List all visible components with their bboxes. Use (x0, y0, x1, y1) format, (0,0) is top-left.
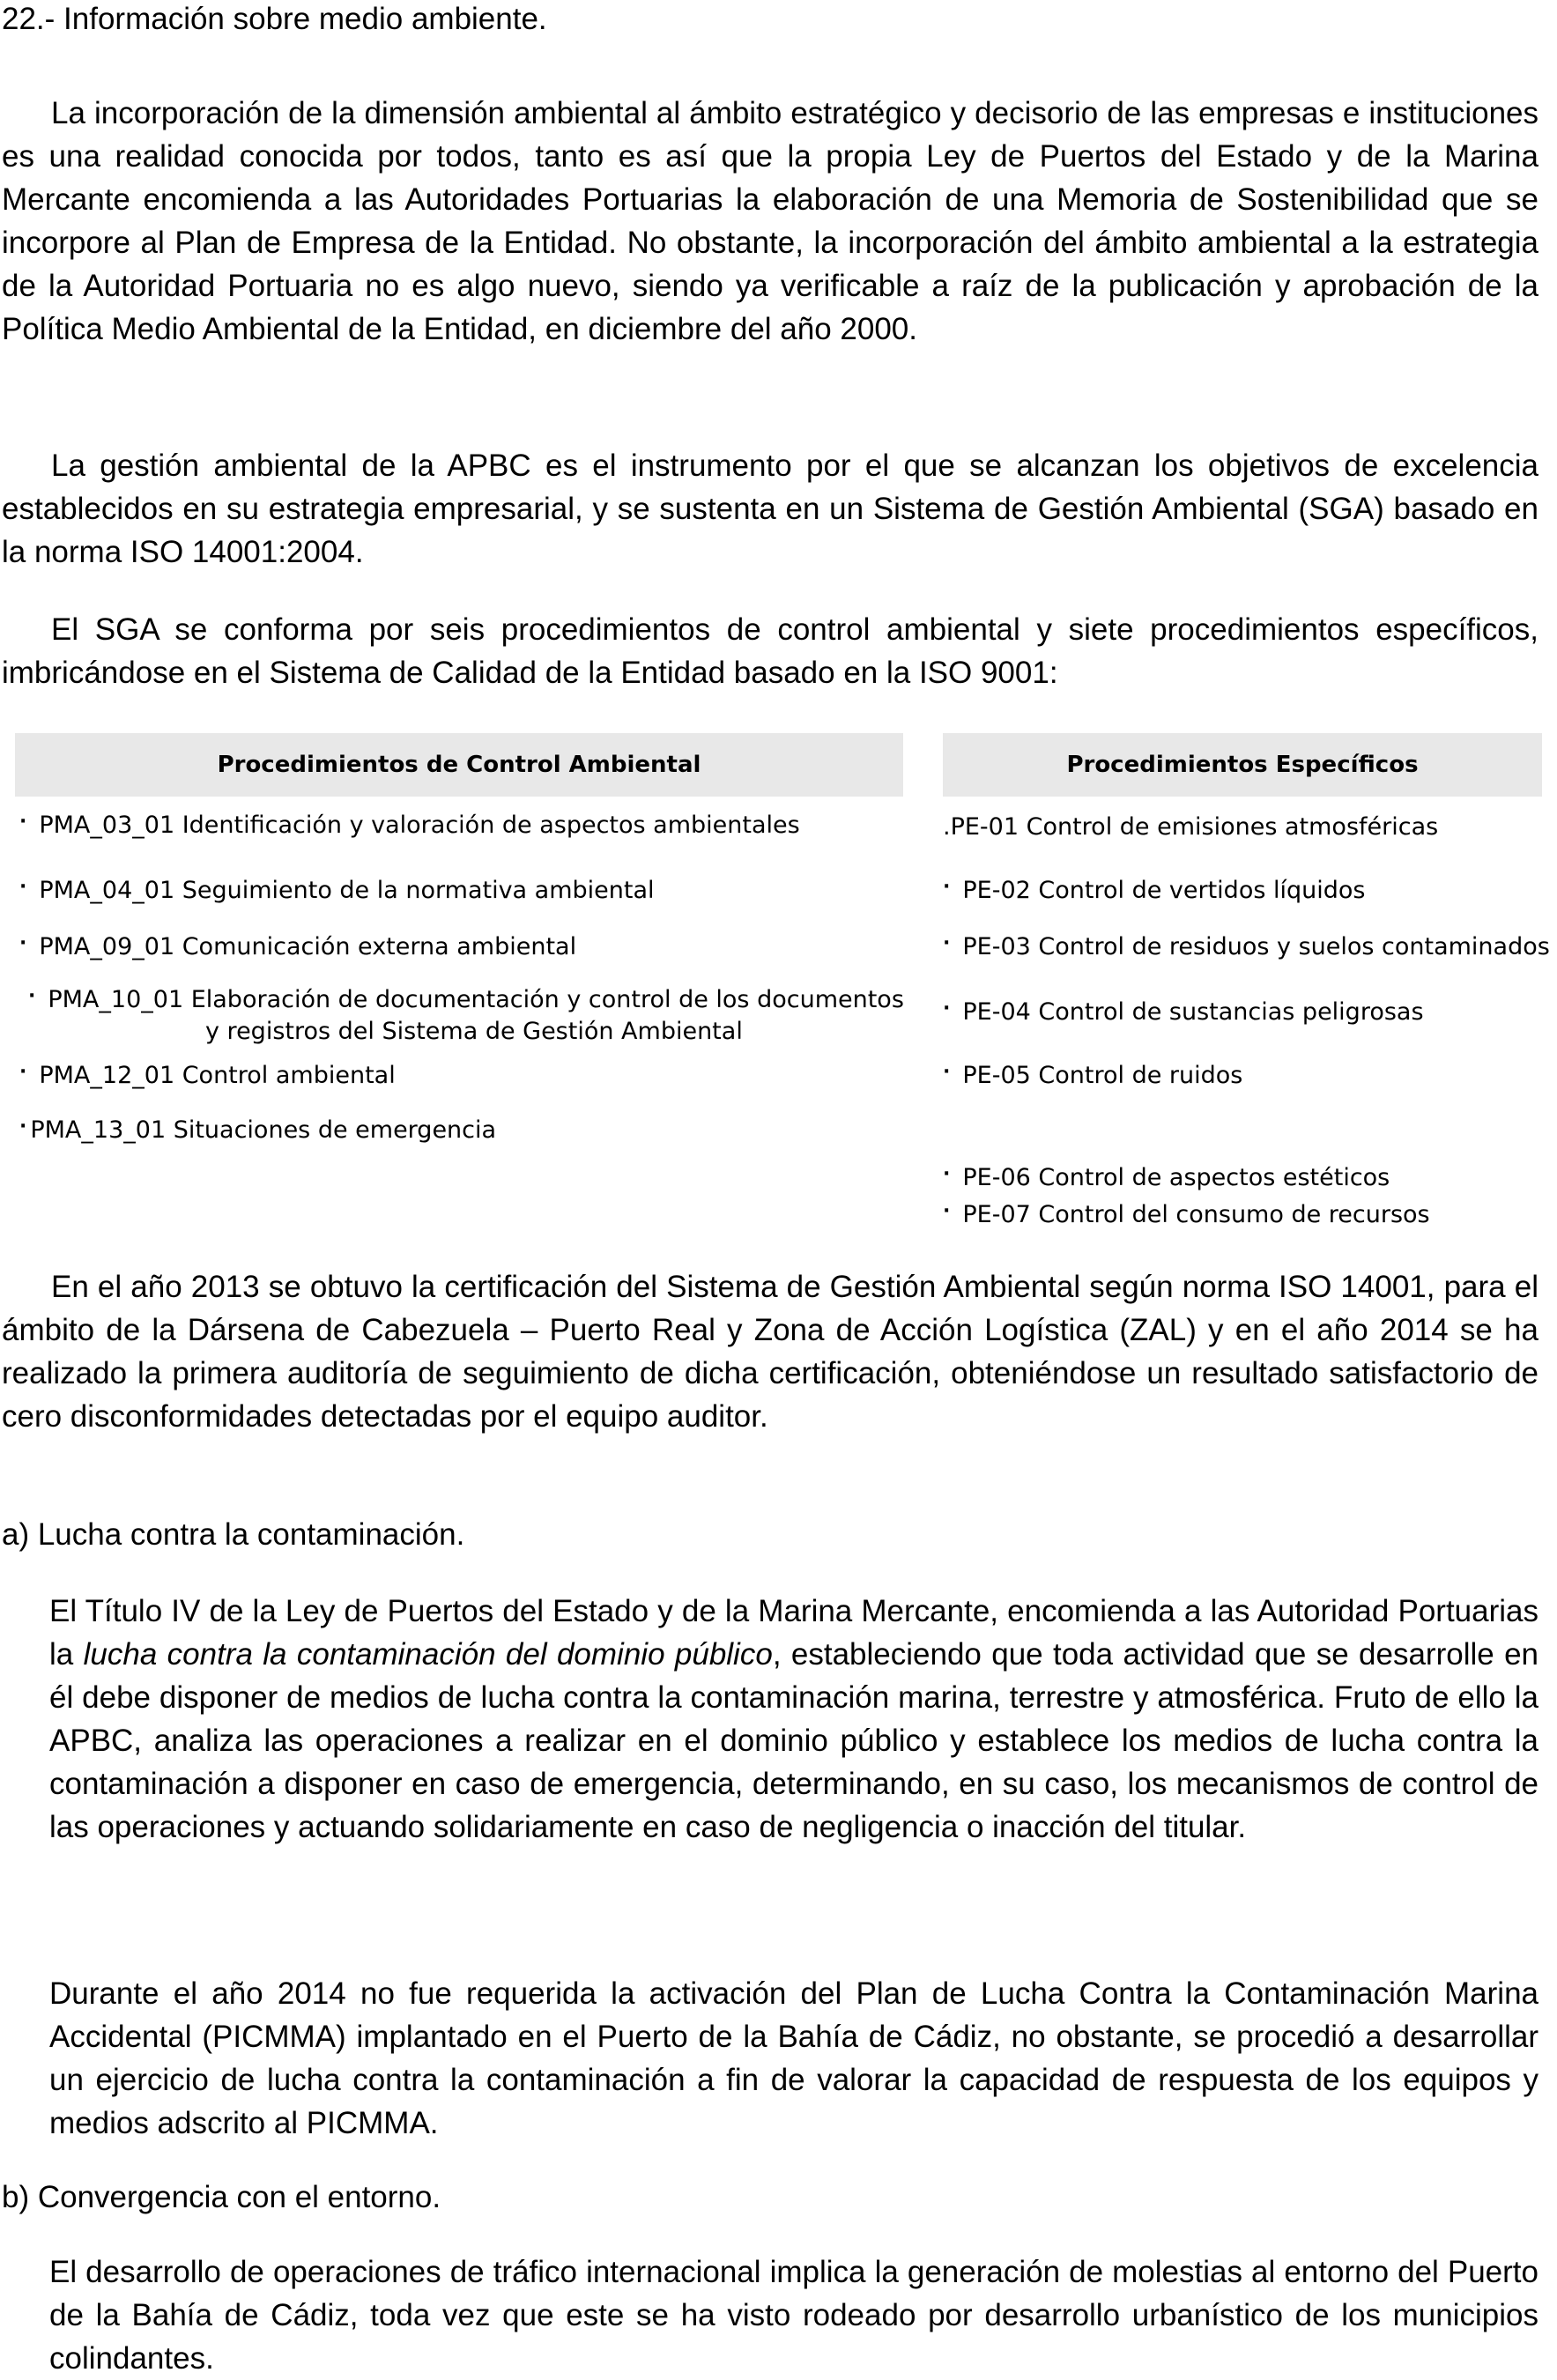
table-row: · PMA_10_01 Elaboración de documentación y control de los documentos y registros del Sistema de Gestión Ambiental (28, 985, 904, 1045)
paragraph-entorno: El desarrollo de operaciones de tráfico internacional implica la generación de molestias al entorno del Puerto de la Bahía de Cádiz, toda vez que este se ha visto rodeado por desarrollo urbanístico de los municipios colindantes. (49, 2255, 1538, 2376)
subheading-convergencia: b) Convergencia con el entorno. (2, 2180, 441, 2214)
paragraph-gestion: La gestión ambiental de la APBC es el instrumento por el que se alcanzan los objetivos de excelencia establecidos en su estrategia empresarial, y se sustenta en un Sistema de Gestión Ambiental (SGA) basado en la norma ISO 14001:2004. (2, 449, 1538, 569)
table-row: · PMA_03_01 Identificación y valoración de aspectos ambientales (19, 811, 800, 839)
paragraph-certificacion: En el año 2013 se obtuvo la certificación del Sistema de Gestión Ambiental según norma ISO 14001, para el ámbito de la Dársena de Cabezuela – Puerto Real y Zona de Acción Logística (ZAL) y en el año 2014 se ha realizado la primera auditoría de seguimiento de dicha certificación, obteniéndose un resultado satisfactorio de cero disconformidades detectadas por el equipo auditor. (2, 1270, 1538, 1434)
table-row: · PMA_12_01 Control ambiental (19, 1061, 396, 1089)
table-row: · PE-03 Control de residuos y suelos contaminados (943, 932, 1550, 960)
paragraph-intro: La incorporación de la dimensión ambiental al ámbito estratégico y decisorio de las empresas e instituciones es una realidad conocida por todos, tanto es así que la propia Ley de Puertos del Estado y de la Marina Mercante encomienda a las Autoridades Portuarias la elaboración de una Memoria de Sostenibilidad que se incorpore al Plan de Empresa de la Entidad. No obstante, la incorporación del ámbito ambiental a la estrategia de la Autoridad Portuaria no es algo nuevo, siendo ya verificable a raíz de la publicación y aprobación de la Política Medio Ambiental de la Entidad, en diciembre del año 2000. (2, 96, 1538, 346)
table-header-especificos: Procedimientos Específicos (943, 733, 1542, 797)
table-header-control: Procedimientos de Control Ambiental (15, 733, 903, 797)
table-row: .PE-01 Control de emisiones atmosféricas (943, 813, 1439, 841)
paragraph-sga: El SGA se conforma por seis procedimientos de control ambiental y siete procedimientos específicos, imbricándose en el Sistema de Calidad de la Entidad basado en la ISO 9001: (2, 612, 1538, 690)
table-row: · PE-02 Control de vertidos líquidos (943, 876, 1366, 904)
table-row: · PE-04 Control de sustancias peligrosas (943, 997, 1424, 1026)
table-row: · PE-05 Control de ruidos (943, 1061, 1243, 1089)
paragraph-picmma: Durante el año 2014 no fue requerida la activación del Plan de Lucha Contra la Contaminación Marina Accidental (PICMMA) implantado en el Puerto de la Bahía de Cádiz, no obstante, se procedió a desarrollar un ejercicio de lucha contra la contaminación a fin de valorar la capacidad de respuesta de los equipos y medios adscrito al PICMMA. (49, 1976, 1538, 2140)
section-heading: 22.- Información sobre medio ambiente. (2, 2, 547, 36)
table-row: · PE-07 Control del consumo de recursos (943, 1200, 1430, 1228)
table-row: · PMA_09_01 Comunicación externa ambiental (19, 932, 577, 960)
table-row: · PMA_04_01 Seguimiento de la normativa ambiental (19, 876, 655, 904)
subheading-lucha: a) Lucha contra la contaminación. (2, 1517, 465, 1552)
paragraph-titulo-iv: El Título IV de la Ley de Puertos del Estado y de la Marina Mercante, encomienda a las Autoridad Portuarias la lucha contra la contaminación del dominio público, estableciendo que toda actividad que se desarrolle en él debe disponer de medios de lucha contra la contaminación marina, terrestre y atmosférica. Fruto de ello la APBC, analiza las operaciones a realizar en el dominio público y establece los medios de lucha contra la contaminación a disponer en caso de emergencia, determinando, en su caso, los mecanismos de control de las operaciones y actuando solidariamente en caso de negligencia o inacción del titular. (49, 1594, 1539, 1844)
table-row: · PMA_13_01 Situaciones de emergencia (19, 1116, 497, 1144)
table-row: · PE-06 Control de aspectos estéticos (943, 1163, 1390, 1191)
